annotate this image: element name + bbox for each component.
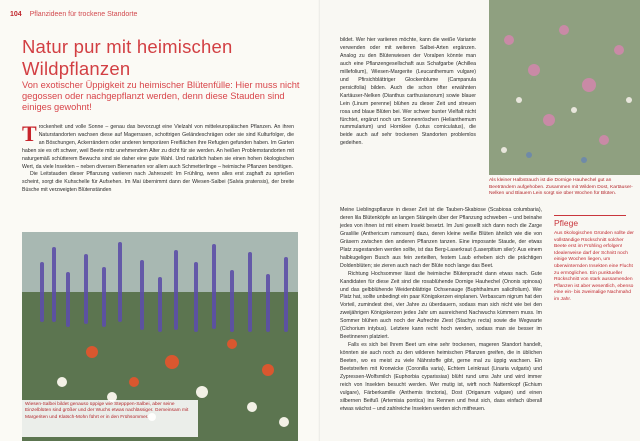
paragraph-wild: Falls es sich bei Ihrem Beet um eine sehr trockenen, mageren Standort handelt, könnten sie auch noch zu den wilderen heimischen Pflanzen greifen, die in üblichen Beeten, wo es meist zu viele Nährstoffe gibt, gerne mal zu üppig wachsen. Ein Beetstreifen mit Kronwicke (Coronilla varia), Echtem Leinkraut (Linaria vulgaris) und Zypressen-Wolfsmilch (Euphorbia cyparissias) blüht rund ums Jahr und wird immer reich von Insekten besucht werden. Wer mutig ist, wirft noch Natternkopf (Echium vulgare), Färberkamille (Anthemis tinctoria), Dost (Origanum vulgare) und einen silbernen Beifuß (Artemisia pontica) ins Rennen und freut sich, dass einfach überall etwas wächst – und zahlreiche Insekten werden sich mitfreuen. <box>340 342 542 412</box>
ononis-bed-photo <box>489 0 640 175</box>
title-line-1: Natur pur mit heimischen <box>22 36 233 57</box>
article-subtitle: Von exotischer Üppigkeit zu heimischer Blütenfülle: Hier muss nicht gegossen oder nachgepflanzt werden, denn diese Stauden sind einiges gewohnt! <box>22 80 300 112</box>
right-column-text <box>340 37 476 148</box>
drop-cap: T <box>22 121 37 146</box>
sidebar-rule <box>554 215 626 216</box>
sidebar-title: Pflege <box>554 218 579 228</box>
title-line-2: Wildpflanzen <box>22 58 131 79</box>
left-photo-caption: Wiesen-Salbei bildet genauso üppige wie Stepppen-Salbei, aber seine Einzelblüten sind größer und der Wuchs etwas nachlässiger. Gemeinsam mit Margeriten und Klatsch-Mohn führt er in den Frühsommer. <box>22 400 198 437</box>
care-sidebar <box>554 215 634 304</box>
running-head <box>10 11 137 18</box>
lead-text: rockenheit und volle Sonne – genau das bevorzugt eine Vielzahl von mitteleuropäischen Pflanzen. An ihren Naturstandorten wachsen diese auf Magerrasen, schottrigen Geländeschrägen oder sie sind Kulturfolger, die an Böschungen, Ackerrändern oder anderen temporären Freiflächen ihre Refugien gefunden haben. Im Garten haben sie es oft schwer, weil Beete mitz unehmendem Alter zu dicht für sie werden. An heißen Problemstandorten mit naturgemäß schütterem Bewuchs sind sie daher eine gute Wahl. Und natürlich haben sie einen hohen ökologischen Wert, da viele Insekten – neben diversen Bienenarten vor allem auch Schmetterlinge – heimische Pflanzen benötigen. <box>22 124 294 170</box>
lead-paragraph <box>22 121 294 171</box>
wide-column-text <box>340 207 542 414</box>
left-body-text <box>22 121 294 195</box>
column-paragraph: bildet. Wer hier variieren möchte, kann die weiße Variante verwenden oder mit weiteren Salbei-Arten ergänzen. Analog zu den Blütenwiesen der Voralpen könnte man auch eine Pflanzengesellschaft aus Schafgarbe (Achillea millefolium), Wiesen-Margerite (Leucanthemum vulgare) und Pfirsichblättriger Glockenblume (Campanula persicifolia) bilden. Auch die schon öfter erwähnten Kartäuser-Nelken (Dianthus carthusianorum) sowie blauer Lein (Linum perenne) blühen zu dieser Zeit und streuen rosa und blaue Blüten bei. Wer schwer bunter Vielfalt nicht fürchtet, ergänzt noch um Sonnenröschen (Helianthemum nummularium) und Hornklee (Lotus corniculatus), die beide auch auf sehr trockenen Standorten problemlos gedeihen. <box>340 37 476 147</box>
running-title: Pflanzideen für trockene Standorte <box>29 11 138 18</box>
sidebar-text: Aus ökologischen Gründen sollte der vollständige Rückschnitt solcher Beete erst im Frühling erfolgen! Idealerweise darf der Schnitt noch einige Wochen liegen, um überwinternden Insekten eine Flucht zu ermöglichen. Ein punktueller Rückschnitt von stark aussamenden Pflanzen ist aber wesentlich, ebenso eine ein- bis zweimalige Nachmahd im Jahr. <box>554 231 634 302</box>
ononis-bed-illustration <box>489 0 640 175</box>
paragraph-scabiosa: Meine Lieblingspflanze in dieser Zeit ist die Tauben-Skabiose (Scabiosa columbaria), deren lila Blütenköpfe an langen Stängeln über der Pflanzung schweben – und beinahe jedes von ihnen ist mit einem Insekt besetzt. Im Juni gesellt sich dann noch die Zarge Graslilie (Anthericum ramosum) dazu, deren kleine weiße Blüten ähnlich wie die von Gräsern zwischen den anderen Pflanzen tanzen. Eine imposante Staude, der etwas Platz zugestanden werden sollte, ist das Berg-Laserkraut (Laserpitium siler): Aus einem halbkugeligen Busch aus fein zerteilten, festem Laub erheben sich die prächtigen Doldenblüten; sie zieren auch nach der Blüte noch lange das Beet. <box>340 207 542 269</box>
right-photo-caption: Als kleiner Halbstrauch ist die Dornige Hauhechel gut an Beeträndern aufgehoben. Zusammen mit Wildem Dost, Kartäuser-Nelken und Blauem Lein sorgt sie über Wochen für Blüten. <box>489 178 633 197</box>
article-title <box>22 36 312 80</box>
page-number: 104 <box>10 11 22 18</box>
paragraph-2: Die Leitstauden dieser Pflanzung variieren nach Jahreszeit: Im Frühling, wenn alles erst zaghaft zu sprießen scheint, sorgt die Kuhschelle für Aufsehen. Im Mai übernimmt dann der Wiesen-Salbei (Salvia pratensis), der breite Büsche mit verzweigten Blütenständen <box>22 171 294 194</box>
paragraph-summer: Richtung Hochsommer lässt die heimische Blütenpracht dann etwas nach. Gute Kandidaten für diese Zeit sind die rosablühende Dornige Hauhechel (Ononis spinosa) und das gelbblühende Weidenblättrige Ochsenauge (Buphthalmum salicifolium). Wer Platz hat, sollte unbedingt ein paar Königskerzen einplanen. Verbascum nigrum hat den Vorteil, zumindest drei, vier Jahre zu überdauern, sodass man sich nicht wie bei den zweijährigen Königskerzen jedes Jahr um ausreichend Nachwuchs kümmern muss. Im Sommer blühen auch noch der Aufrechte Ziest (Stachys recta) sowie die Wegwarte (Cichorium intybus). Letztere kann recht hoch werden, sodass man sie besser im Beetinneren platziert. <box>340 270 542 341</box>
